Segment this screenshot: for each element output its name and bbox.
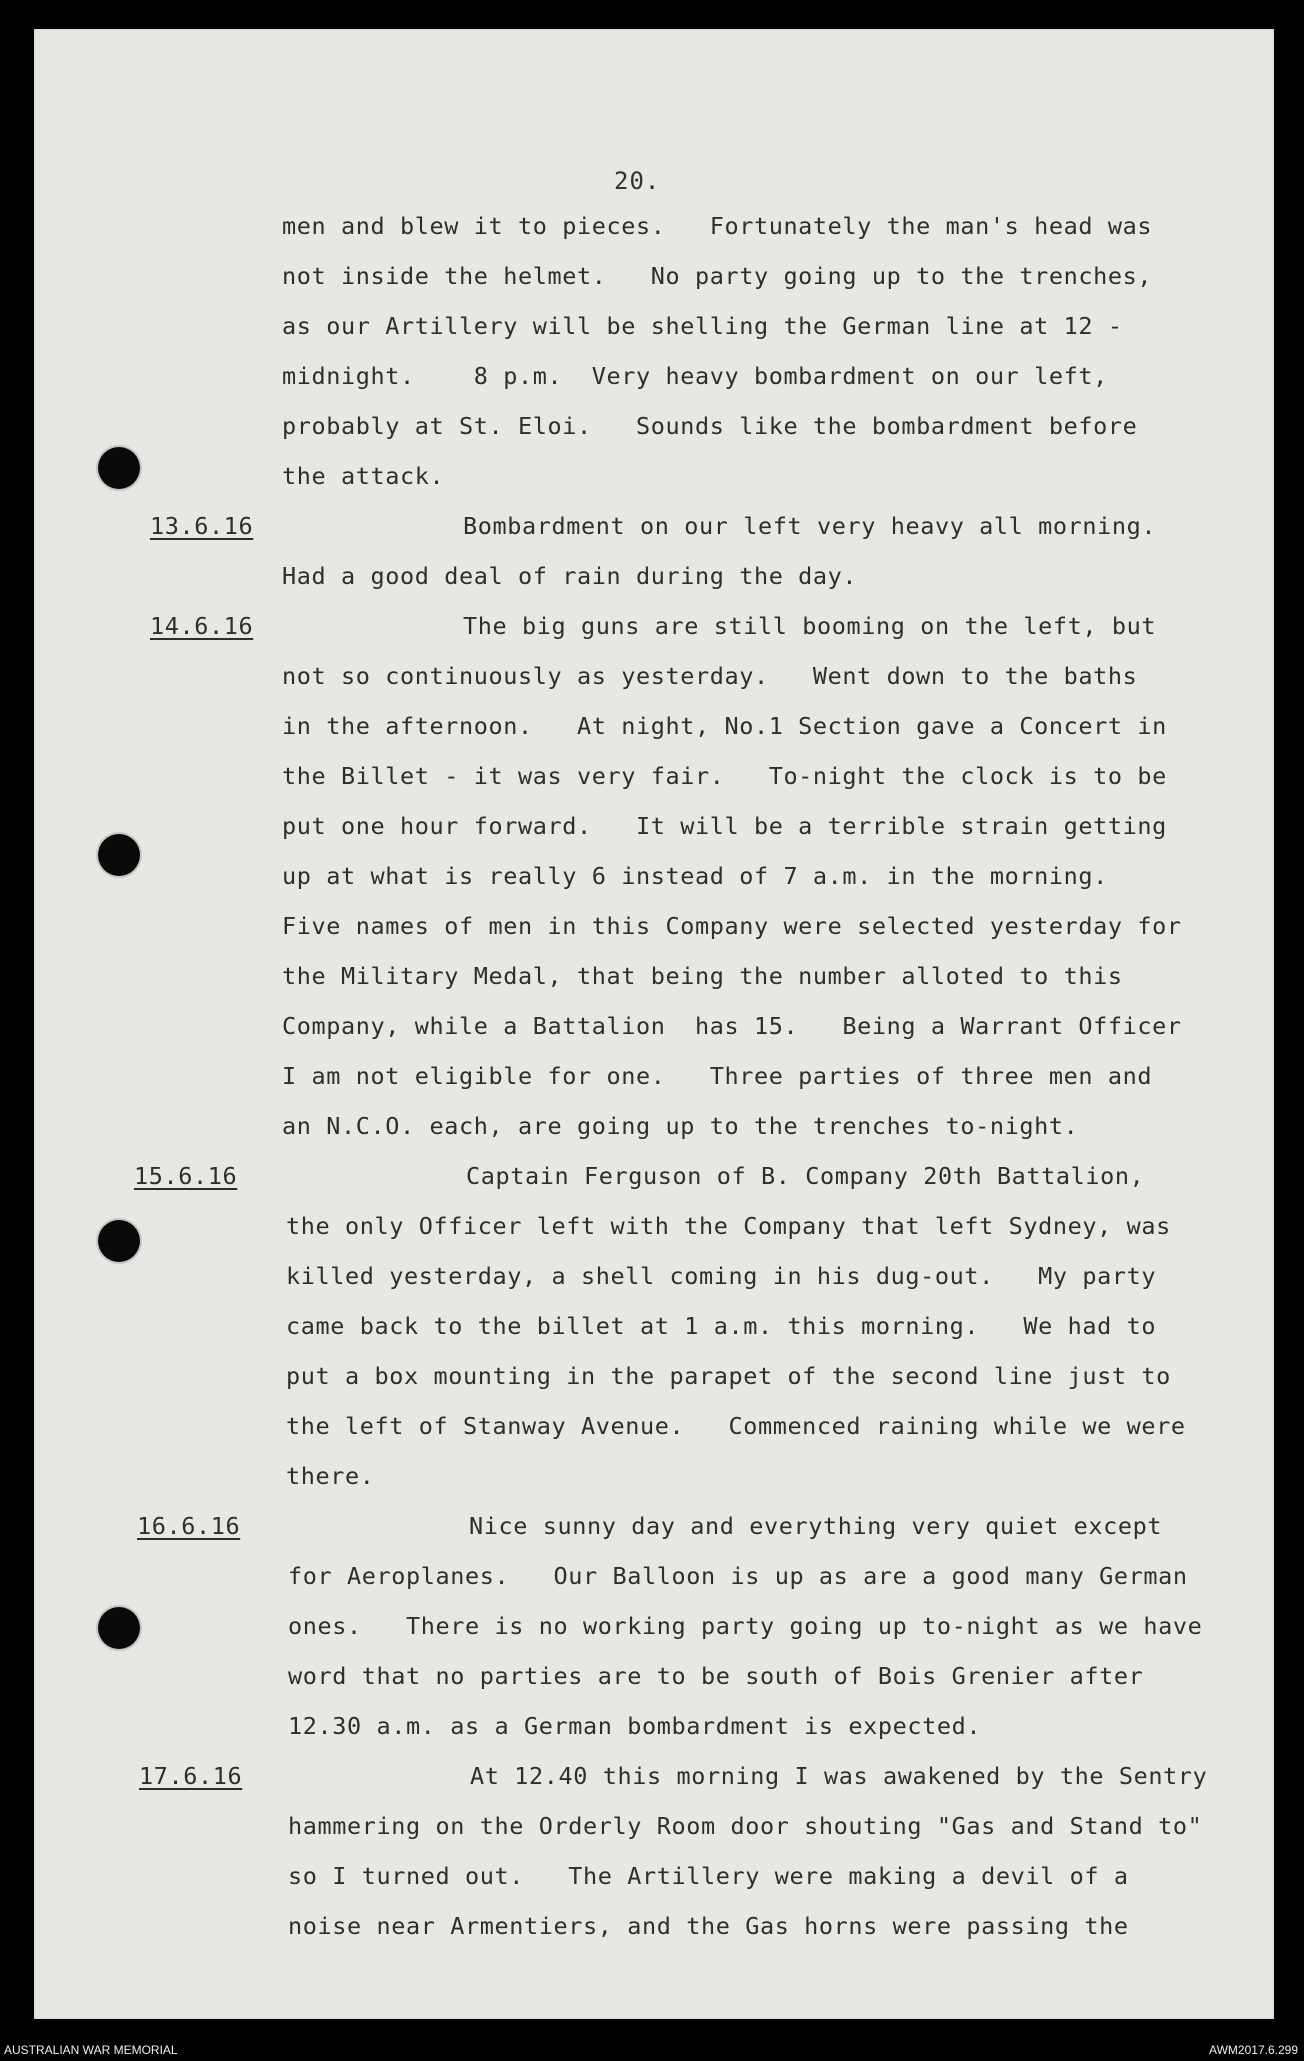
entry-date: 13.6.16 [150,512,254,540]
entry-line: not inside the helmet. No party going up to the trenches, [282,262,1153,290]
entry-date: 15.6.16 [134,1162,238,1190]
entry-line: so I turned out. The Artillery were making a devil of a [288,1862,1129,1890]
entry-line: the left of Stanway Avenue. Commenced raining while we were [286,1412,1186,1440]
entry-line: word that no parties are to be south of Bois Grenier after [288,1662,1144,1690]
entry-line: Company, while a Battalion has 15. Being a Warrant Officer [282,1012,1182,1040]
entry-line: killed yesterday, a shell coming in his dug-out. My party [286,1262,1157,1290]
entry-line: Five names of men in this Company were selected yesterday for [282,912,1182,940]
entry-date: 14.6.16 [150,612,254,640]
punch-hole [98,834,140,876]
entry-line: Nice sunny day and everything very quiet except [469,1512,1163,1540]
punch-hole [98,1220,140,1262]
entry-line: noise near Armentiers, and the Gas horns were passing the [288,1912,1129,1940]
entry-line: At 12.40 this morning I was awakened by the Sentry [470,1762,1208,1790]
entry-line: the only Officer left with the Company that left Sydney, was [286,1212,1171,1240]
entry-line: the Military Medal, that being the number alloted to this [282,962,1123,990]
entry-line: there. [286,1462,375,1490]
entry-line: the attack. [282,462,445,490]
archive-credit: AUSTRALIAN WAR MEMORIAL [4,2043,178,2057]
entry-line: Bombardment on our left very heavy all morning. [463,512,1157,540]
entry-line: The big guns are still booming on the left, but [463,612,1157,640]
entry-line: up at what is really 6 instead of 7 a.m. in the morning. [282,862,1108,890]
entry-line: probably at St. Eloi. Sounds like the bombardment before [282,412,1138,440]
entry-line: put one hour forward. It will be a terrible strain getting [282,812,1167,840]
punch-hole [98,1607,140,1649]
entry-line: Had a good deal of rain during the day. [282,562,858,590]
page-number: 20. [614,167,661,195]
entry-line: the Billet - it was very fair. To-night the clock is to be [282,762,1167,790]
entry-line: an N.C.O. each, are going up to the trenches to-night. [282,1112,1079,1140]
entry-line: ones. There is no working party going up to-night as we have [288,1612,1203,1640]
diary-page [34,29,1274,2019]
entry-line: for Aeroplanes. Our Balloon is up as are a good many German [288,1562,1188,1590]
entry-line: put a box mounting in the parapet of the second line just to [286,1362,1171,1390]
entry-date: 16.6.16 [137,1512,241,1540]
entry-line: Captain Ferguson of B. Company 20th Battalion, [466,1162,1145,1190]
entry-line: hammering on the Orderly Room door shouting "Gas and Stand to" [288,1812,1203,1840]
entry-line: 12.30 a.m. as a German bombardment is expected. [288,1712,982,1740]
entry-line: midnight. 8 p.m. Very heavy bombardment on our left, [282,362,1108,390]
entry-line: men and blew it to pieces. Fortunately the man's head was [282,212,1153,240]
entry-line: as our Artillery will be shelling the German line at 12 - [282,312,1123,340]
archive-reference: AWM2017.6.299 [1209,2043,1298,2057]
entry-line: not so continuously as yesterday. Went down to the baths [282,662,1138,690]
entry-date: 17.6.16 [139,1762,243,1790]
entry-line: in the afternoon. At night, No.1 Section gave a Concert in [282,712,1167,740]
punch-hole [98,447,140,489]
entry-line: came back to the billet at 1 a.m. this morning. We had to [286,1312,1157,1340]
entry-line: I am not eligible for one. Three parties of three men and [282,1062,1153,1090]
